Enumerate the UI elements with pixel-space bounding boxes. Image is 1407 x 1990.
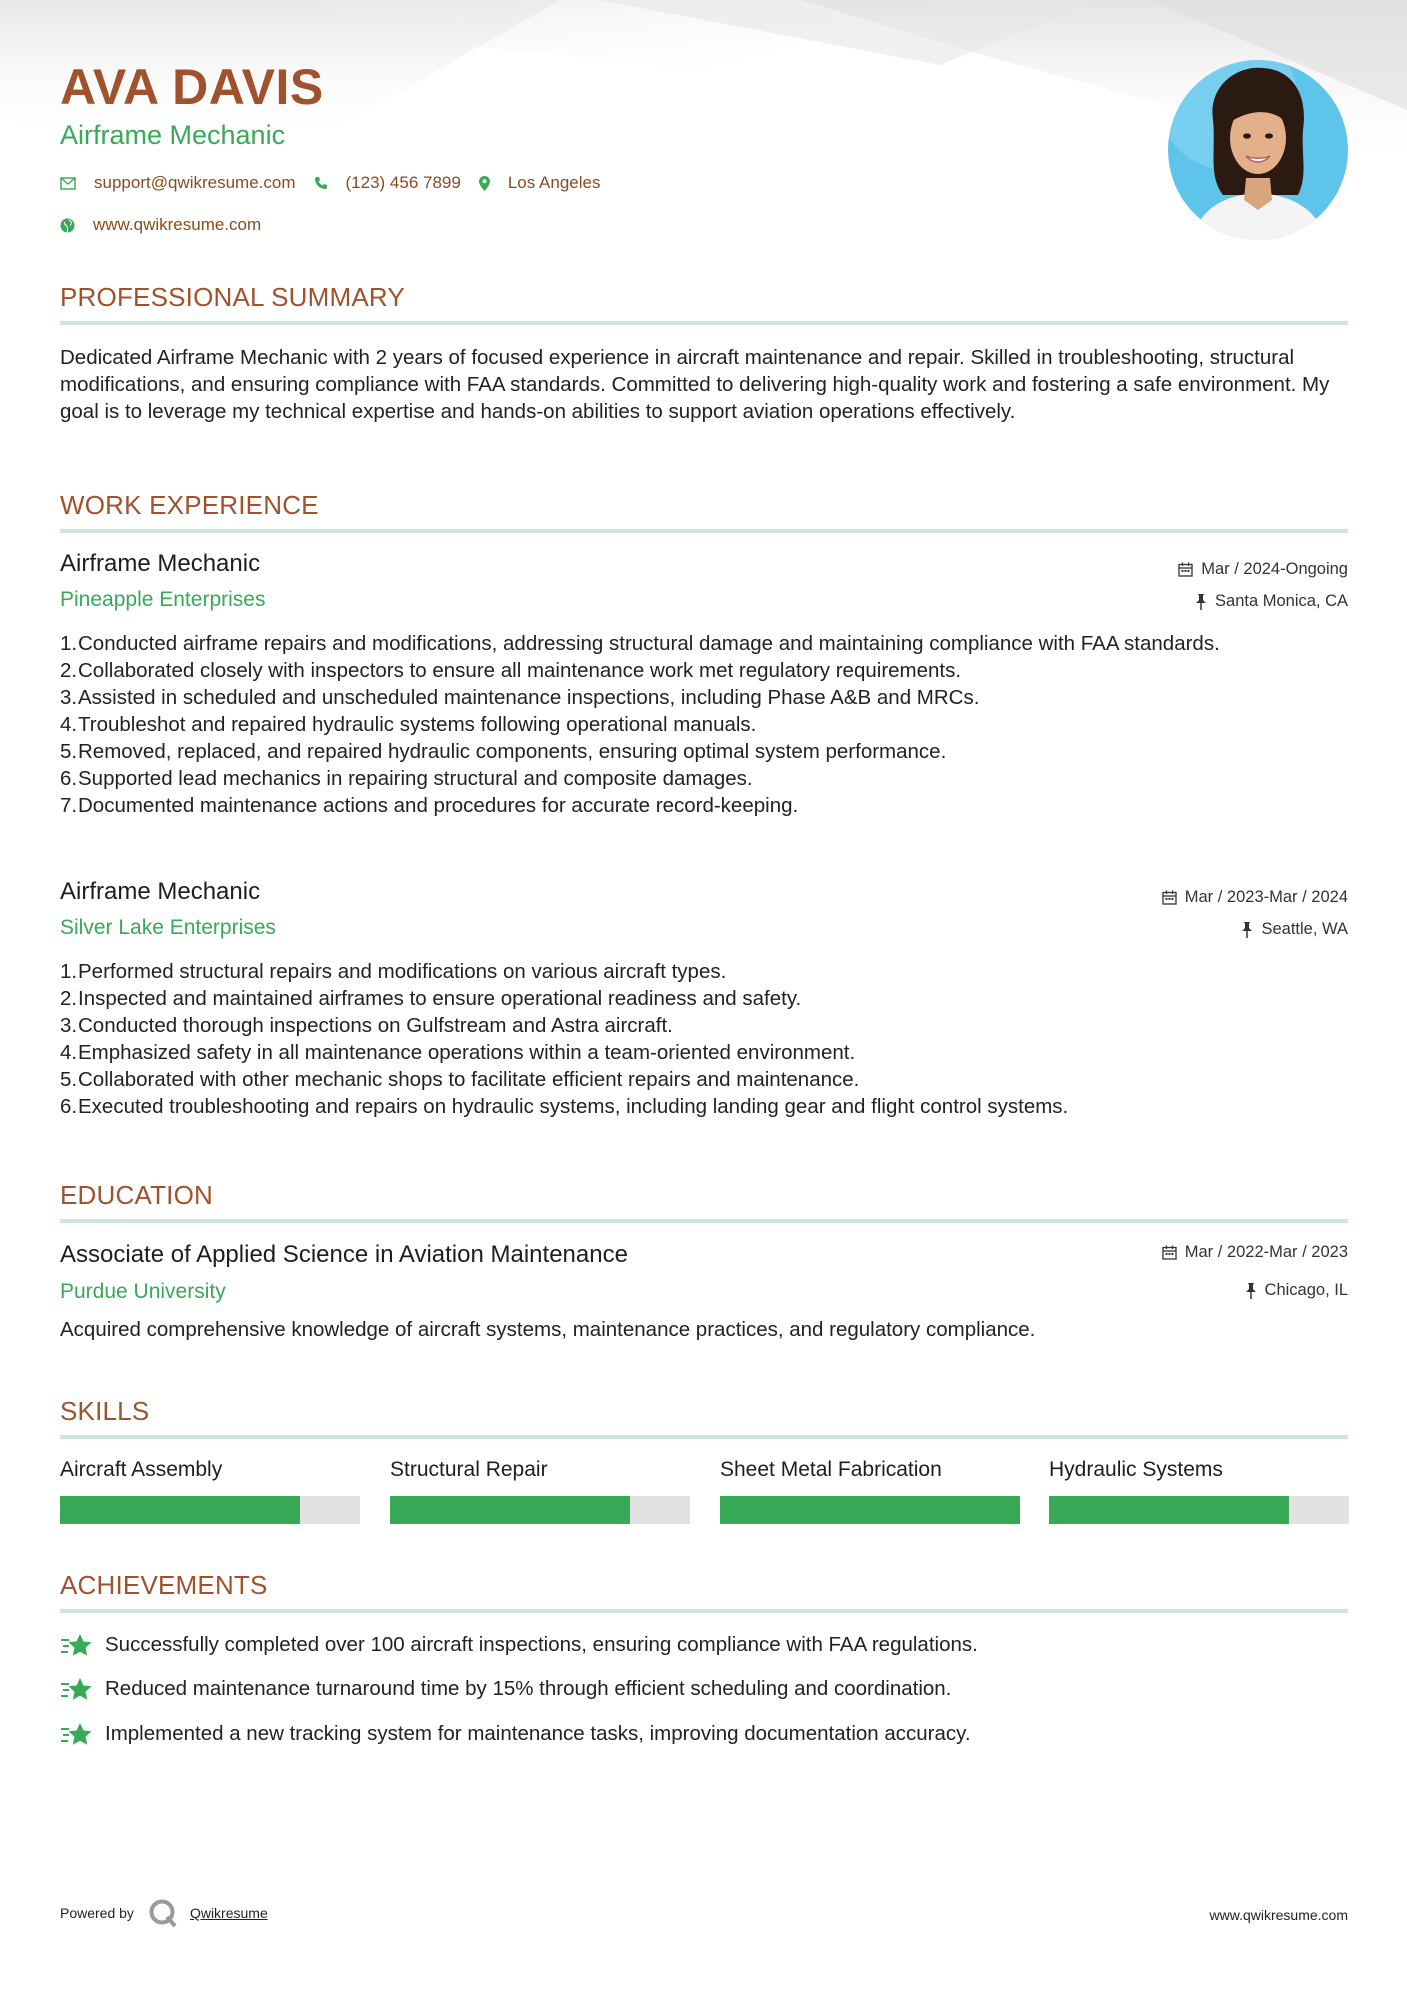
summary-text: Dedicated Airframe Mechanic with 2 years of focused experience in aircraft maintenance and repair. Skilled in troubleshooting, structural modifications, and ensuring compliance with FAA standards. Committed to delivering high-quality work and fostering a safe environment. My goal is to leverage my technical expertise and hands-on abilities to support aviation operations effectively. xyxy=(60,346,1330,423)
experience-divider xyxy=(60,529,1348,533)
achievements-heading: ACHIEVEMENTS xyxy=(60,1570,268,1600)
skill-bar xyxy=(720,1496,1020,1524)
candidate-title: Airframe Mechanic xyxy=(60,120,286,150)
star-badge-icon xyxy=(60,1632,93,1658)
list-item: 6. Executed troubleshooting and repairs on hydraulic systems, including landing gear and flight control systems. xyxy=(60,1095,1069,1118)
calendar-icon xyxy=(1178,562,1193,577)
skill-label: Sheet Metal Fabrication xyxy=(720,1458,942,1481)
job-2-location-text: Seattle, WA xyxy=(1261,920,1348,938)
calendar-icon xyxy=(1162,1245,1177,1260)
education-degree: Associate of Applied Science in Aviation Maintenance xyxy=(60,1241,628,1268)
list-item: 4. Emphasized safety in all maintenance operations within a team-oriented environment. xyxy=(60,1041,856,1064)
skills-divider xyxy=(60,1435,1348,1439)
contact-row-primary xyxy=(60,173,618,193)
skill-aircraft-assembly xyxy=(60,1458,360,1482)
list-item: 3. Conducted thorough inspections on Gulfstream and Astra aircraft. xyxy=(60,1014,673,1037)
job-2-company: Silver Lake Enterprises xyxy=(60,916,276,939)
list-item: 4. Troubleshot and repaired hydraulic systems following operational manuals. xyxy=(60,713,757,736)
skill-bar xyxy=(1049,1496,1349,1524)
email-text: support@qwikresume.com xyxy=(94,173,296,192)
skill-label: Aircraft Assembly xyxy=(60,1458,223,1481)
skill-sheet-metal-fabrication xyxy=(720,1458,1020,1482)
education-school: Purdue University xyxy=(60,1280,226,1303)
education-heading: EDUCATION xyxy=(60,1180,213,1210)
phone-text: (123) 456 7899 xyxy=(345,173,461,192)
list-item: 6. Supported lead mechanics in repairing structural and composite damages. xyxy=(60,767,753,790)
education-divider xyxy=(60,1219,1348,1223)
achievement-item xyxy=(60,1721,971,1747)
list-item: 7. Documented maintenance actions and procedures for accurate record-keeping. xyxy=(60,794,799,817)
qwikresume-link[interactable]: Qwikresume xyxy=(189,1905,268,1921)
achievement-text: Implemented a new tracking system for maintenance tasks, improving documentation accuracy. xyxy=(105,1722,971,1745)
pushpin-icon xyxy=(1241,922,1253,938)
education-dates-text: Mar / 2022-Mar / 2023 xyxy=(1184,1243,1348,1261)
education-location-text: Chicago, IL xyxy=(1264,1281,1348,1299)
list-item: 2. Inspected and maintained airframes to ensure operational readiness and safety. xyxy=(60,987,802,1010)
summary-heading: PROFESSIONAL SUMMARY xyxy=(60,282,405,312)
globe-icon xyxy=(60,218,75,233)
phone-icon xyxy=(314,176,328,190)
job-2-location xyxy=(1241,920,1348,939)
footer-website[interactable]: www.qwikresume.com xyxy=(1209,1907,1348,1923)
list-item: 1. Conducted airframe repairs and modifications, addressing structural damage and maintaining compliance with FAA standards. xyxy=(60,632,1220,655)
skills-heading: SKILLS xyxy=(60,1396,150,1426)
list-item: 1. Performed structural repairs and modifications on various aircraft types. xyxy=(60,960,727,983)
calendar-icon xyxy=(1162,890,1177,905)
summary-divider xyxy=(60,321,1348,325)
job-1-company: Pineapple Enterprises xyxy=(60,588,266,611)
qwikresume-logo-icon xyxy=(148,1898,178,1928)
contact-email[interactable] xyxy=(60,173,296,193)
list-item: 5. Removed, replaced, and repaired hydraulic components, ensuring optimal system performance. xyxy=(60,740,947,763)
star-badge-icon xyxy=(60,1676,93,1702)
job-1-dates xyxy=(1178,560,1348,579)
website-text: www.qwikresume.com xyxy=(93,215,262,234)
experience-heading: WORK EXPERIENCE xyxy=(60,490,319,520)
envelope-icon xyxy=(60,177,76,190)
list-item: 2. Collaborated closely with inspectors to ensure all maintenance work met regulatory requirements. xyxy=(60,659,962,682)
skill-fill xyxy=(60,1496,300,1524)
star-badge-icon xyxy=(60,1721,93,1747)
pushpin-icon xyxy=(1245,1283,1257,1299)
job-2-title: Airframe Mechanic xyxy=(60,878,261,905)
profile-photo xyxy=(1168,60,1348,240)
list-item: 3. Assisted in scheduled and unscheduled maintenance inspections, including Phase A&B and MRCs. xyxy=(60,686,980,709)
education-location xyxy=(1245,1281,1348,1300)
skill-hydraulic-systems xyxy=(1049,1458,1349,1482)
job-1-responsibilities xyxy=(60,630,1350,819)
contact-phone[interactable] xyxy=(314,173,461,193)
powered-by-text: Powered by xyxy=(60,1905,134,1921)
job-1-title: Airframe Mechanic xyxy=(60,550,261,577)
skill-fill xyxy=(1049,1496,1289,1524)
education-description: Acquired comprehensive knowledge of aircraft systems, maintenance practices, and regulatory compliance. xyxy=(60,1318,1036,1341)
skill-label: Structural Repair xyxy=(390,1458,548,1481)
list-item: 5. Collaborated with other mechanic shops to facilitate efficient repairs and maintenance. xyxy=(60,1068,860,1091)
pushpin-icon xyxy=(1195,594,1207,610)
skill-label: Hydraulic Systems xyxy=(1049,1458,1223,1481)
skill-bar xyxy=(390,1496,690,1524)
skill-fill xyxy=(390,1496,630,1524)
education-dates xyxy=(1162,1243,1348,1262)
contact-website[interactable] xyxy=(60,215,261,235)
achievement-text: Successfully completed over 100 aircraft inspections, ensuring compliance with FAA regulations. xyxy=(105,1633,978,1656)
achievement-item xyxy=(60,1632,978,1658)
job-2-responsibilities xyxy=(60,958,1350,1120)
footer-powered-by xyxy=(60,1898,268,1928)
location-text: Los Angeles xyxy=(507,173,601,192)
achievement-item xyxy=(60,1676,951,1702)
job-1-location-text: Santa Monica, CA xyxy=(1215,592,1348,610)
map-pin-icon xyxy=(479,176,490,191)
skill-structural-repair xyxy=(390,1458,690,1482)
contact-location xyxy=(479,173,601,193)
achievements-divider xyxy=(60,1609,1348,1613)
job-1-dates-text: Mar / 2024-Ongoing xyxy=(1201,560,1348,578)
achievement-text: Reduced maintenance turnaround time by 15% through efficient scheduling and coordination. xyxy=(105,1677,952,1700)
skill-fill xyxy=(720,1496,1020,1524)
skill-bar xyxy=(60,1496,360,1524)
contact-row-secondary xyxy=(60,215,279,235)
candidate-name: AVA DAVIS xyxy=(60,59,324,115)
job-1-location xyxy=(1195,592,1348,611)
job-2-dates-text: Mar / 2023-Mar / 2024 xyxy=(1184,888,1348,906)
job-2-dates xyxy=(1162,888,1348,907)
